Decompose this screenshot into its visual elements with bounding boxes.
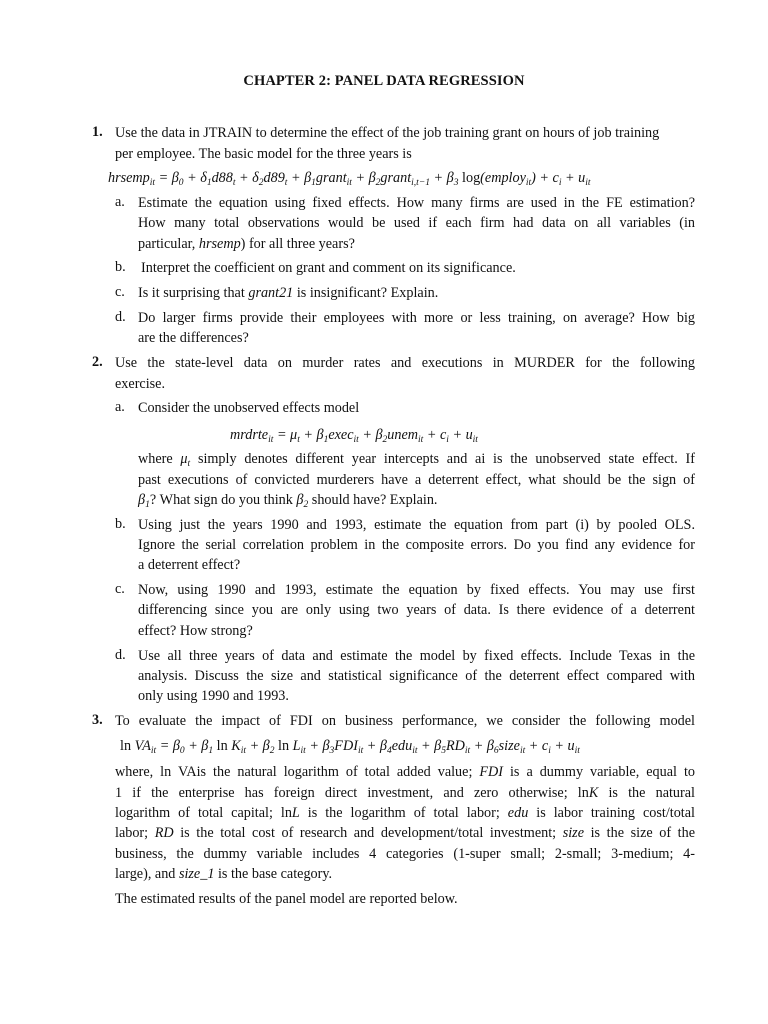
q1-a-letter: a. (115, 194, 125, 210)
q3-p2b: is the natural (598, 785, 695, 801)
l-var: L (291, 805, 300, 821)
q2-a-after1-post: simply denotes different year intercepts and ai is the unobserved state effect. If (190, 451, 695, 467)
q1-intro-line1: Use the data in JTRAIN to determine the effect of the job training grant on hours of job training (115, 125, 660, 141)
q2-c-line1: Now, using 1990 and 1993, estimate the equation by fixed effects. You may use first (138, 582, 695, 598)
q3-para-line5: business, the dummy variable includes 4 categories (1-super small; 2-small; 3-medium; 4- (115, 846, 695, 862)
q1-c-post: is insignificant? Explain. (293, 285, 439, 301)
q1-c-text (138, 284, 438, 302)
q1-a-line3-pre: particular, (138, 236, 199, 252)
q2-a-after-line3 (138, 491, 437, 509)
q3-closing: The estimated results of the panel model are reported below. (115, 891, 458, 907)
q2-c-line2: differencing since you are only using two years of data. Is there evidence of a deterrent (138, 602, 695, 618)
q3-p3c: is labor training cost/total (528, 805, 695, 821)
q3-p4b: is the total cost of research and development/total investment; (173, 825, 557, 841)
q1-a-line3-post: ) for all three years? (240, 236, 355, 252)
q3-para-line3 (115, 804, 695, 822)
q2-a-after3-mid: ? What sign do you think (149, 492, 297, 508)
q1-d-line2: are the differences? (138, 330, 249, 346)
k-var: K (588, 785, 599, 801)
q1-d-line1: Do larger firms provide their employees with more or less training, on average? How big (138, 310, 695, 326)
q1-c-em: grant21 (248, 285, 294, 301)
q3-number: 3. (92, 712, 103, 728)
rd-var: RD (154, 825, 174, 841)
beta1-symbol: $\beta_1$ (138, 492, 150, 510)
q2-a-after-line1 (138, 450, 695, 468)
q1-intro-line2: per employee. The basic model for the three years is (115, 146, 412, 162)
mu-t-symbol: $\mu_t$ (180, 451, 191, 469)
q2-a-letter: a. (115, 399, 125, 415)
beta2-symbol: $\beta_2$ (296, 492, 309, 510)
q2-d-letter: d. (115, 647, 126, 663)
size1-var: size_1 (178, 866, 215, 882)
q1-a-line3-em: hrsemp (198, 236, 241, 252)
q3-p3a: logarithm of total capital; ln (115, 805, 292, 821)
q3-para-line4 (115, 824, 695, 842)
q3-p6b: is the base category. (214, 866, 333, 882)
q2-intro-line1: Use the state-level data on murder rates and executions in MURDER for the following (115, 355, 695, 371)
q2-c-line3: effect? How strong? (138, 623, 253, 639)
q2-d-line3: only using 1990 and 1993. (138, 688, 289, 704)
q3-para-line6 (115, 865, 332, 883)
q3-equation: $\ln VA_{it} = \beta_0 + \beta_1$ $\ln K_{it} + \beta_2$ $\ln L_{it} + \beta_3FDI_{it} + \beta_4edu_{it} + \beta_5RD_{it}$ + $\beta_6size_{it} + c_i + u_{it}$ (120, 738, 580, 756)
q1-b-text: Interpret the coefficient on grant and comment on its significance. (141, 260, 516, 276)
q1-a-line1: Estimate the equation using fixed effects. How many firms are used in the FE estimation? (138, 195, 695, 211)
page-title: CHAPTER 2: PANEL DATA REGRESSION (243, 73, 525, 89)
q1-number: 1. (92, 124, 103, 140)
q1-c-letter: c. (115, 284, 125, 300)
q1-b-letter: b. (115, 259, 126, 275)
q2-equation: mrdrte$_{it}$ = $\mu_t$ + $\beta_1exec_{it}$ + $\beta_2unem_{it} + c_i + u_{it}$ (230, 427, 478, 445)
q3-p1b: is a dummy variable, equal to (503, 764, 695, 780)
q2-a-after1-pre: where (138, 451, 181, 467)
q3-intro: To evaluate the impact of FDI on business performance, we consider the following model (115, 713, 695, 729)
q2-b-line2: Ignore the serial correlation problem in the composite errors. Do you find any evidence for (138, 537, 695, 553)
q2-a-after-line2: past executions of convicted murderers have a deterrent effect, what should be the sign of (138, 472, 695, 488)
q2-d-line2: analysis. Discuss the size and statistical significance of the deterrent effect compared with (138, 668, 695, 684)
q2-d-line1: Use all three years of data and estimate the model by fixed effects. Include Texas in the (138, 648, 695, 664)
q2-b-line3: a deterrent effect? (138, 557, 241, 573)
q3-p3b: is the logarithm of total labor; (299, 805, 500, 821)
q2-intro-line2: exercise. (115, 376, 166, 392)
q3-p2a: 1 if the enterprise has foreign direct investment, and zero otherwise; ln (115, 785, 589, 801)
q3-p4a: labor; (115, 825, 149, 841)
q2-number: 2. (92, 354, 103, 370)
q2-a-text: Consider the unobserved effects model (138, 400, 360, 416)
q1-a-line3 (138, 235, 355, 253)
q3-para-line1 (115, 763, 695, 781)
q3-p1: where, ln VAis the natural logarithm of total added value; (115, 764, 473, 780)
q1-equation: hrsemp$_{it}$ = $\beta_0 + \delta_1d88_t + \delta_2d89_t$ + $\beta_1grant_{it}$ + $\beta_2grant_{i,t-1} + \beta_3$ log(employ$_{it}$) + $c_i + u_{it}$ (108, 170, 591, 188)
size-var: size (562, 825, 584, 841)
q1-c-pre: Is it surprising that (138, 285, 249, 301)
q3-para-line2 (115, 784, 695, 802)
q1-d-letter: d. (115, 309, 126, 325)
q2-b-letter: b. (115, 516, 126, 532)
q2-a-after3-post: should have? Explain. (308, 492, 438, 508)
q1-a-line2: How many total observations would be used if each firm had data on all variables (in (138, 215, 695, 231)
q3-p6a: large), and (115, 866, 176, 882)
q3-p4c: is the size of the (584, 825, 696, 841)
q2-c-letter: c. (115, 581, 125, 597)
fdi-var: FDI (479, 764, 504, 780)
q2-b-line1: Using just the years 1990 and 1993, estimate the equation from part (i) by pooled OLS. (138, 517, 695, 533)
edu-var: edu (507, 805, 529, 821)
